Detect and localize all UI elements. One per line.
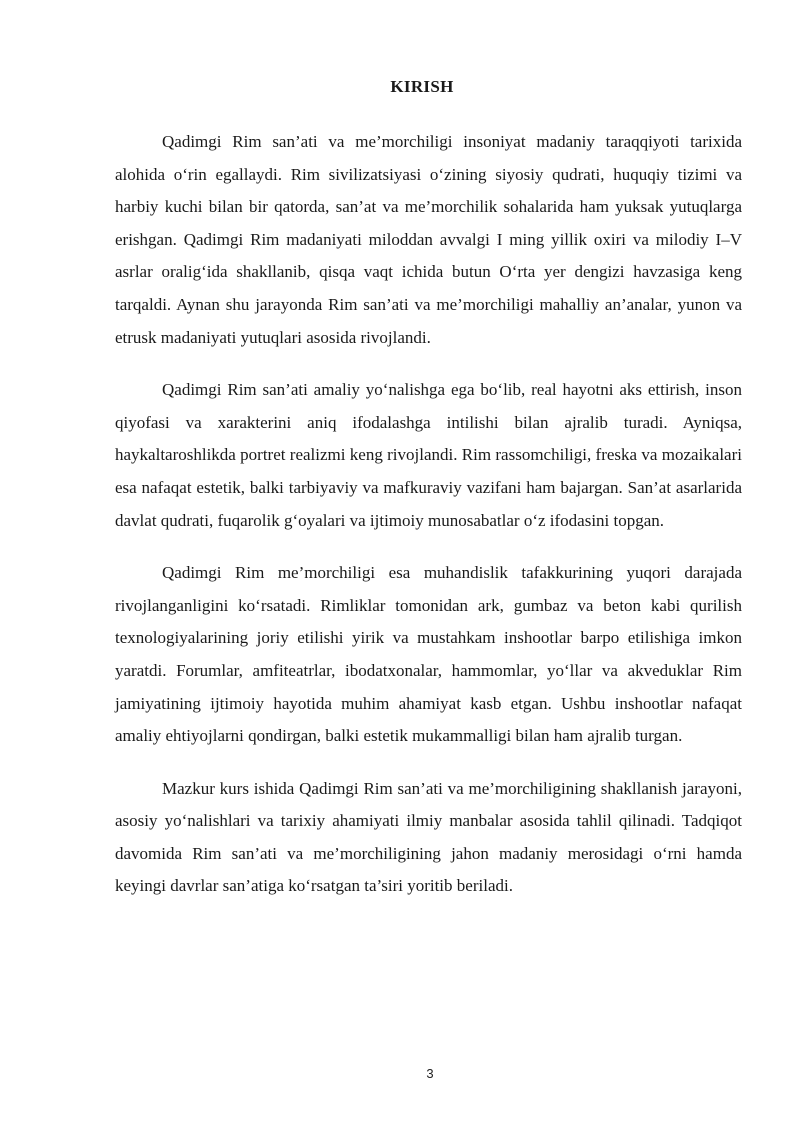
- page-number: 3: [426, 1066, 434, 1081]
- paragraph-course-work: Mazkur kurs ishida Qadimgi Rim san’ati va me’morchiligining shakllanish jarayoni, asosiy yo‘nalishlari va tarixiy ahamiyati ilmiy manbalar asosida tahlil qilinadi. Tadqiqot davomida Rim san’ati va me’morchiligining jahon madaniy merosidagi o‘rni hamda keyingi davrlar san’atiga ko‘rsatgan ta’siri yoritib beriladi.: [115, 778, 742, 896]
- paragraph-art: Qadimgi Rim san’ati amaliy yo‘nalishga ega bo‘lib, real hayotni aks ettirish, inson qiyofasi va xarakterini aniq ifodalashga intilishi bilan ajralib turadi. Ayniqsa, haykaltaroshlikda portret realizmi keng rivojlandi. Rim rassomchiligi, freska va mozaikalari esa nafaqat estetik, balki tarbiyaviy va mafkuraviy vazifani ham bajargan. San’at asarlarida davlat qudrati, fuqarolik g‘oyalari va ijtimoiy munosabatlar o‘z ifodasini topgan.: [115, 380, 742, 530]
- paragraph-intro: Qadimgi Rim san’ati va me’morchiligi insoniyat madaniy taraqqiyoti tarixida alohida o‘rin egallaydi. Rim sivilizatsiyasi o‘zining siyosiy qudrati, huquqiy tizimi va harbiy kuchi bilan bir qatorda, san’at va me’morchilik sohalarida ham yuksak yutuqlarga erishgan. Qadimgi Rim madaniyati miloddan avvalgi I ming yillik oxiri va milodiy I–V asrlar oralig‘ida shakllanib, qisqa vaqt ichida butun O‘rta yer dengizi havzasiga keng tarqaldi. Aynan shu jarayonda Rim san’ati va me’morchiligi mahalliy an’analar, yunon va etrusk madaniyati yutuqlari asosida rivojlandi.: [115, 132, 742, 347]
- paragraph-architecture: Qadimgi Rim me’morchiligi esa muhandislik tafakkurining yuqori darajada rivojlanganligini ko‘rsatadi. Rimliklar tomonidan ark, gumbaz va beton kabi qurilish texnologiyalarining joriy etilishi yirik va mustahkam inshootlar barpo etilishiga imkon yaratdi. Forumlar, amfiteatrlar, ibodatxonalar, hammomlar, yo‘llar va akveduklar Rim jamiyatining ijtimoiy hayotida muhim ahamiyat kasb etgan. Ushbu inshootlar nafaqat amaliy ehtiyojlarni qondirgan, balki estetik mukammalligi bilan ham ajralib turgan.: [115, 563, 742, 746]
- section-heading: KIRISH: [390, 77, 454, 96]
- body-text: [115, 126, 742, 923]
